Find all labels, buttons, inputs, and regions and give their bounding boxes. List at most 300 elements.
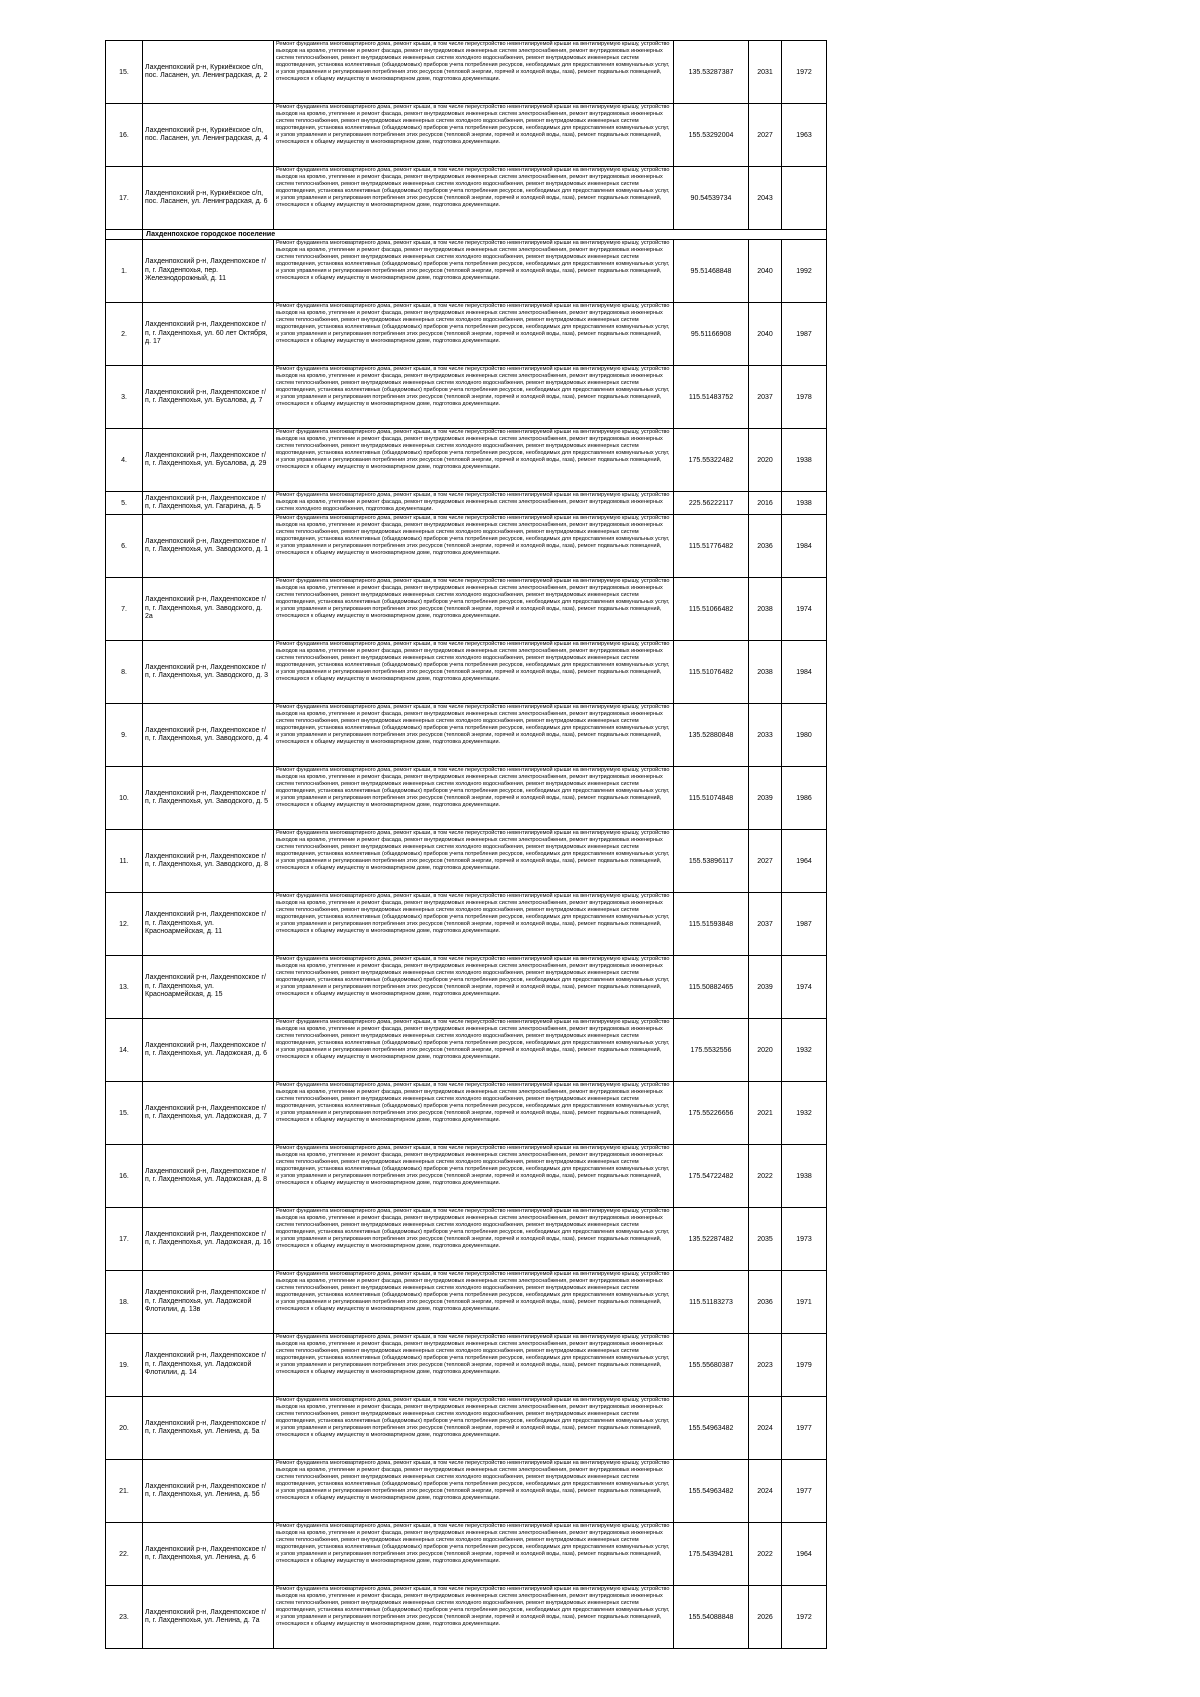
cell-year: 2024 [757, 1487, 773, 1495]
cell-cost: 115.51183273 [689, 1298, 733, 1306]
table-row [106, 1271, 827, 1334]
row-year [749, 303, 782, 366]
cell-built: 1986 [796, 794, 812, 802]
row-built-year [782, 240, 827, 303]
cell-year: 2021 [757, 1109, 773, 1117]
cell-works-text: Ремонт фундамента многоквартирного дома, ремонт крыши, в том числе переустройство невентилируемой крыши на вентилируемую крышу, устройство выходов на кровлю, утепление и ремонт фасада, ремонт внутридомовых инженерных систем электроснабжения, ремонт внутридомовых инженерных систем теплоснабжения, ремонт внутридомовых инженерных систем холодного водоснабжения, ремонт внутридомовых инженерных систем водоотведения, установка коллективных (общедомовых) приборов учета потребления ресурсов, необходимых для предоставления коммунальных услуг, и узлов управления и регулирования потребления этих ресурсов (тепловой энергии, горячей и холодной воды, газа), ремонт подвальных помещений, относящихся к общему имуществу в многоквартирном доме, подготовка документации. [276, 1271, 670, 1312]
row-built-year [782, 1334, 827, 1397]
row-number [106, 1586, 143, 1649]
row-cost [674, 704, 749, 767]
row-works [274, 893, 674, 956]
row-built-year [782, 578, 827, 641]
row-works [274, 366, 674, 429]
cell-cost: 135.53287387 [688, 68, 734, 76]
cell-built: 1938 [796, 1172, 812, 1180]
row-address [143, 641, 274, 704]
row-year [749, 830, 782, 893]
table-row [106, 429, 827, 492]
row-address [143, 1019, 274, 1082]
row-works [274, 515, 674, 578]
cell-num: 15. [119, 1109, 129, 1117]
row-cost [674, 240, 749, 303]
cell-cost: 155.53896117 [688, 857, 734, 865]
table-row [106, 704, 827, 767]
section-num-cell [106, 230, 143, 240]
cell-works-text: Ремонт фундамента многоквартирного дома, ремонт крыши, в том числе переустройство невентилируемой крыши на вентилируемую крышу, устройство выходов на кровлю, утепление и ремонт фасада, ремонт внутридомовых инженерных систем электроснабжения, ремонт внутридомовых инженерных систем теплоснабжения, ремонт внутридомовых инженерных систем холодного водоснабжения, ремонт внутридомовых инженерных систем водоотведения, установка коллективных (общедомовых) приборов учета потребления ресурсов, необходимых для предоставления коммунальных услуг, и узлов управления и регулирования потребления этих ресурсов (тепловой энергии, горячей и холодной воды, газа), ремонт подвальных помещений, относящихся к общему имуществу в многоквартирном доме, подготовка документации. [276, 1586, 670, 1627]
cell-num: 2. [121, 330, 127, 338]
row-built-year [782, 1271, 827, 1334]
row-address [143, 366, 274, 429]
cell-address: Лахденпохский р-н, Лахденпохское г/п, г. Лахденпохья, пер. Железнодорожный, д. 11 [145, 258, 266, 283]
row-address [143, 830, 274, 893]
row-number [106, 104, 143, 167]
row-cost [674, 1019, 749, 1082]
cell-built: 1938 [796, 499, 812, 507]
cell-built: 1977 [796, 1424, 812, 1432]
row-cost [674, 303, 749, 366]
row-cost [674, 893, 749, 956]
cell-address: Лахденпохский р-н, Лахденпохское г/п, г. Лахденпохья, ул. Красноармейская, д. 15 [145, 974, 266, 999]
cell-works-text: Ремонт фундамента многоквартирного дома, ремонт крыши, в том числе переустройство невентилируемой крыши на вентилируемую крышу, устройство выходов на кровлю, утепление и ремонт фасада, ремонт внутридомовых инженерных систем электроснабжения, ремонт внутридомовых инженерных систем теплоснабжения, ремонт внутридомовых инженерных систем холодного водоснабжения, ремонт внутридомовых инженерных систем водоотведения, установка коллективных (общедомовых) приборов учета потребления ресурсов, необходимых для предоставления коммунальных услуг, и узлов управления и регулирования потребления этих ресурсов (тепловой энергии, горячей и холодной воды, газа), ремонт подвальных помещений, относящихся к общему имуществу в многоквартирном доме, подготовка документации. [276, 1082, 670, 1123]
cell-year: 2036 [757, 542, 773, 550]
section-header-body [106, 230, 827, 240]
cell-address: Лахденпохский р-н, Лахденпохское г/п, г. Лахденпохья, ул. Ленина, д. 5а [145, 1419, 266, 1435]
cell-year: 2023 [757, 1361, 773, 1369]
cell-built: 1973 [796, 1235, 812, 1243]
row-address [143, 240, 274, 303]
row-cost [674, 429, 749, 492]
row-works [274, 167, 674, 230]
cell-works-text: Ремонт фундамента многоквартирного дома, ремонт крыши, в том числе переустройство невентилируемой крыши на вентилируемую крышу, устройство выходов на кровлю, утепление и ремонт фасада, ремонт внутридомовых инженерных систем электроснабжения, ремонт внутридомовых инженерных систем теплоснабжения, ремонт внутридомовых инженерных систем холодного водоснабжения, ремонт внутридомовых инженерных систем водоотведения, установка коллективных (общедомовых) приборов учета потребления ресурсов, необходимых для предоставления коммунальных услуг, и узлов управления и регулирования потребления этих ресурсов (тепловой энергии, горячей и холодной воды, газа), ремонт подвальных помещений, относящихся к общему имуществу в многоквартирном доме, подготовка документации. [276, 1397, 670, 1438]
cell-cost: 175.54394281 [688, 1550, 734, 1558]
table-row [106, 492, 827, 515]
row-cost [674, 366, 749, 429]
row-number [106, 1019, 143, 1082]
row-works [274, 1082, 674, 1145]
row-address [143, 1460, 274, 1523]
cell-built: 1972 [796, 1613, 812, 1621]
table-row [106, 1460, 827, 1523]
row-year [749, 366, 782, 429]
cell-built: 1971 [796, 1298, 812, 1306]
row-cost [674, 1586, 749, 1649]
cell-works-text: Ремонт фундамента многоквартирного дома, ремонт крыши, в том числе переустройство невентилируемой крыши на вентилируемую крышу, устройство выходов на кровлю, утепление и ремонт фасада, ремонт внутридомовых инженерных систем электроснабжения, ремонт внутридомовых инженерных систем теплоснабжения, ремонт внутридомовых инженерных систем холодного водоснабжения, ремонт внутридомовых инженерных систем водоотведения, установка коллективных (общедомовых) приборов учета потребления ресурсов, необходимых для предоставления коммунальных услуг, и узлов управления и регулирования потребления этих ресурсов (тепловой энергии, горячей и холодной воды, газа), ремонт подвальных помещений, относящихся к общему имуществу в многоквартирном доме, подготовка документации. [276, 767, 670, 808]
cell-address: Лахденпохский р-н, Лахденпохское г/п, г. Лахденпохья, ул. 60 лет Октября, д. 17 [145, 321, 268, 346]
row-year [749, 641, 782, 704]
cell-num: 17. [119, 194, 129, 202]
cell-num: 7. [121, 605, 127, 613]
cell-works-text: Ремонт фундамента многоквартирного дома, ремонт крыши, в том числе переустройство невентилируемой крыши на вентилируемую крышу, устройство выходов на кровлю, утепление и ремонт фасада, ремонт внутридомовых инженерных систем электроснабжения, ремонт внутридомовых инженерных систем холодного водоснабжения, подготовка документации. [276, 492, 670, 512]
row-address [143, 429, 274, 492]
row-year [749, 240, 782, 303]
cell-works-text: Ремонт фундамента многоквартирного дома, ремонт крыши, в том числе переустройство невентилируемой крыши на вентилируемую крышу, устройство выходов на кровлю, утепление и ремонт фасада, ремонт внутридомовых инженерных систем электроснабжения, ремонт внутридомовых инженерных систем теплоснабжения, ремонт внутридомовых инженерных систем холодного водоснабжения, ремонт внутридомовых инженерных систем водоотведения, установка коллективных (общедомовых) приборов учета потребления ресурсов, необходимых для предоставления коммунальных услуг, и узлов управления и регулирования потребления этих ресурсов (тепловой энергии, горячей и холодной воды, газа), ремонт подвальных помещений, относящихся к общему имуществу в многоквартирном доме, подготовка документации. [276, 830, 670, 871]
table-row [106, 578, 827, 641]
cell-cost: 175.54722482 [688, 1172, 734, 1180]
cell-built: 1972 [796, 68, 812, 76]
cell-num: 21. [119, 1487, 129, 1495]
cell-year: 2020 [757, 456, 773, 464]
cell-built: 1974 [796, 605, 812, 613]
cell-num: 15. [119, 68, 129, 76]
cell-year: 2027 [757, 857, 773, 865]
row-cost [674, 830, 749, 893]
cell-cost: 175.5532556 [690, 1046, 732, 1054]
row-address [143, 167, 274, 230]
cell-year: 2039 [757, 983, 773, 991]
cell-year: 2036 [757, 1298, 773, 1306]
table-row [106, 1145, 827, 1208]
cell-address: Лахденпохский р-н, Лахденпохское г/п, г. Лахденпохья, ул. Ладожская, д. 8 [145, 1167, 268, 1183]
cell-works-text: Ремонт фундамента многоквартирного дома, ремонт крыши, в том числе переустройство невентилируемой крыши на вентилируемую крышу, устройство выходов на кровлю, утепление и ремонт фасада, ремонт внутридомовых инженерных систем электроснабжения, ремонт внутридомовых инженерных систем теплоснабжения, ремонт внутридомовых инженерных систем холодного водоснабжения, ремонт внутридомовых инженерных систем водоотведения, установка коллективных (общедомовых) приборов учета потребления ресурсов, необходимых для предоставления коммунальных услуг, и узлов управления и регулирования потребления этих ресурсов (тепловой энергии, горячей и холодной воды, газа), ремонт подвальных помещений, относящихся к общему имуществу в многоквартирном доме, подготовка документации. [276, 641, 670, 682]
row-works [274, 1334, 674, 1397]
table-row [106, 303, 827, 366]
cell-works-text: Ремонт фундамента многоквартирного дома, ремонт крыши, в том числе переустройство невентилируемой крыши на вентилируемую крышу, устройство выходов на кровлю, утепление и ремонт фасада, ремонт внутридомовых инженерных систем электроснабжения, ремонт внутридомовых инженерных систем теплоснабжения, ремонт внутридомовых инженерных систем холодного водоснабжения, ремонт внутридомовых инженерных систем водоотведения, установка коллективных (общедомовых) приборов учета потребления ресурсов, необходимых для предоставления коммунальных услуг, и узлов управления и регулирования потребления этих ресурсов (тепловой энергии, горячей и холодной воды, газа), ремонт подвальных помещений, относящихся к общему имуществу в многоквартирном доме, подготовка документации. [276, 578, 670, 619]
row-year [749, 1523, 782, 1586]
cell-cost: 155.54963482 [688, 1487, 734, 1495]
row-address [143, 1271, 274, 1334]
row-cost [674, 578, 749, 641]
row-year [749, 492, 782, 515]
row-built-year [782, 1460, 827, 1523]
row-number [106, 240, 143, 303]
row-number [106, 1208, 143, 1271]
cell-works-text: Ремонт фундамента многоквартирного дома, ремонт крыши, в том числе переустройство невентилируемой крыши на вентилируемую крышу, устройство выходов на кровлю, утепление и ремонт фасада, ремонт внутридомовых инженерных систем электроснабжения, ремонт внутридомовых инженерных систем теплоснабжения, ремонт внутридомовых инженерных систем холодного водоснабжения, ремонт внутридомовых инженерных систем водоотведения, установка коллективных (общедомовых) приборов учета потребления ресурсов, необходимых для предоставления коммунальных услуг, и узлов управления и регулирования потребления этих ресурсов (тепловой энергии, горячей и холодной воды, газа), ремонт подвальных помещений, относящихся к общему имуществу в многоквартирном доме, подготовка документации. [276, 1523, 670, 1564]
table-row [106, 893, 827, 956]
table-body-top [106, 41, 827, 230]
cell-cost: 95.51166908 [690, 330, 732, 338]
row-built-year [782, 830, 827, 893]
cell-works-text: Ремонт фундамента многоквартирного дома, ремонт крыши, в том числе переустройство невентилируемой крыши на вентилируемую крышу, устройство выходов на кровлю, утепление и ремонт фасада, ремонт внутридомовых инженерных систем электроснабжения, ремонт внутридомовых инженерных систем теплоснабжения, ремонт внутридомовых инженерных систем холодного водоснабжения, ремонт внутридомовых инженерных систем водоотведения, установка коллективных (общедомовых) приборов учета потребления ресурсов, необходимых для предоставления коммунальных услуг, и узлов управления и регулирования потребления этих ресурсов (тепловой энергии, горячей и холодной воды, газа), ремонт подвальных помещений, относящихся к общему имуществу в многоквартирном доме, подготовка документации. [276, 956, 670, 997]
cell-address: Лахденпохский р-н, Лахденпохское г/п, г. Лахденпохья, ул. Заводского, д. 1 [145, 537, 269, 553]
section-title: Лахденпохское городское поселение [143, 230, 827, 240]
row-address [143, 515, 274, 578]
row-year [749, 1208, 782, 1271]
cell-year: 2031 [757, 68, 773, 76]
row-cost [674, 41, 749, 104]
row-year [749, 704, 782, 767]
cell-address: Лахденпохский р-н, Лахденпохское г/п, г. Лахденпохья, ул. Заводского, д. 5 [145, 789, 269, 805]
table-row [106, 1586, 827, 1649]
cell-year: 2026 [757, 1613, 773, 1621]
row-works [274, 830, 674, 893]
row-address [143, 1145, 274, 1208]
row-year [749, 578, 782, 641]
row-year [749, 429, 782, 492]
row-number [106, 1397, 143, 1460]
row-works [274, 1523, 674, 1586]
row-address [143, 893, 274, 956]
table-row [106, 956, 827, 1019]
row-year [749, 767, 782, 830]
cell-works-text: Ремонт фундамента многоквартирного дома, ремонт крыши, в том числе переустройство невентилируемой крыши на вентилируемую крышу, устройство выходов на кровлю, утепление и ремонт фасада, ремонт внутридомовых инженерных систем электроснабжения, ремонт внутридомовых инженерных систем теплоснабжения, ремонт внутридомовых инженерных систем холодного водоснабжения, ремонт внутридомовых инженерных систем водоотведения, установка коллективных (общедомовых) приборов учета потребления ресурсов, необходимых для предоставления коммунальных услуг, и узлов управления и регулирования потребления этих ресурсов (тепловой энергии, горячей и холодной воды, газа), ремонт подвальных помещений, относящихся к общему имуществу в многоквартирном доме, подготовка документации. [276, 303, 670, 344]
row-works [274, 956, 674, 1019]
row-cost [674, 167, 749, 230]
cell-address: Лахденпохский р-н, Лахденпохское г/п, г. Лахденпохья, ул. Ленина, д. 5б [145, 1482, 266, 1498]
cell-num: 3. [121, 393, 127, 401]
cell-cost: 175.55226656 [688, 1109, 734, 1117]
cell-year: 2016 [757, 499, 773, 507]
cell-works-text: Ремонт фундамента многоквартирного дома, ремонт крыши, в том числе переустройство невентилируемой крыши на вентилируемую крышу, устройство выходов на кровлю, утепление и ремонт фасада, ремонт внутридомовых инженерных систем электроснабжения, ремонт внутридомовых инженерных систем теплоснабжения, ремонт внутридомовых инженерных систем холодного водоснабжения, ремонт внутридомовых инженерных систем водоотведения, установка коллективных (общедомовых) приборов учета потребления ресурсов, необходимых для предоставления коммунальных услуг, и узлов управления и регулирования потребления этих ресурсов (тепловой энергии, горячей и холодной воды, газа), ремонт подвальных помещений, относящихся к общему имуществу в многоквартирном доме, подготовка документации. [276, 515, 670, 556]
cell-num: 20. [119, 1424, 129, 1432]
table-row [106, 240, 827, 303]
row-address [143, 1586, 274, 1649]
cell-num: 23. [119, 1613, 129, 1621]
table-row [106, 1208, 827, 1271]
row-address [143, 578, 274, 641]
row-address [143, 41, 274, 104]
row-built-year [782, 429, 827, 492]
table-row [106, 366, 827, 429]
row-works [274, 641, 674, 704]
row-cost [674, 641, 749, 704]
cell-built: 1974 [796, 983, 812, 991]
row-year [749, 515, 782, 578]
capital-repair-table [105, 40, 827, 1649]
table-row [106, 767, 827, 830]
cell-address: Лахденпохский р-н, Лахденпохское г/п, г. Лахденпохья, ул. Ладожской Флотилии, д. 14 [145, 1352, 266, 1377]
row-built-year [782, 366, 827, 429]
cell-num: 13. [119, 983, 129, 991]
cell-built: 1964 [796, 1550, 812, 1558]
cell-works-text: Ремонт фундамента многоквартирного дома, ремонт крыши, в том числе переустройство невентилируемой крыши на вентилируемую крышу, устройство выходов на кровлю, утепление и ремонт фасада, ремонт внутридомовых инженерных систем электроснабжения, ремонт внутридомовых инженерных систем теплоснабжения, ремонт внутридомовых инженерных систем холодного водоснабжения, ремонт внутридомовых инженерных систем водоотведения, установка коллективных (общедомовых) приборов учета потребления ресурсов, необходимых для предоставления коммунальных услуг, и узлов управления и регулирования потребления этих ресурсов (тепловой энергии, горячей и холодной воды, газа), ремонт подвальных помещений, относящихся к общему имуществу в многоквартирном доме, подготовка документации. [276, 240, 670, 281]
row-built-year [782, 515, 827, 578]
row-works [274, 767, 674, 830]
cell-address: Лахденпохский р-н, Лахденпохское г/п, г. Лахденпохья, ул. Ладожская, д. 16 [145, 1230, 271, 1246]
cell-cost: 90.54539734 [690, 194, 732, 202]
row-cost [674, 1397, 749, 1460]
cell-num: 11. [119, 857, 129, 865]
row-address [143, 492, 274, 515]
row-built-year [782, 104, 827, 167]
row-works [274, 704, 674, 767]
table-row [106, 104, 827, 167]
cell-built: 1987 [796, 920, 812, 928]
row-built-year [782, 1523, 827, 1586]
cell-address: Лахденпохский р-н, Куркиёкское с/п, пос. Ласанен, ул. Ленинградская, д. 4 [145, 126, 268, 142]
row-built-year [782, 167, 827, 230]
cell-cost: 225.56222117 [688, 499, 734, 507]
cell-built: 1984 [796, 668, 812, 676]
cell-address: Лахденпохский р-н, Лахденпохское г/п, г. Лахденпохья, ул. Ладожская, д. 7 [145, 1104, 268, 1120]
row-built-year [782, 641, 827, 704]
cell-num: 18. [119, 1298, 129, 1306]
cell-num: 6. [121, 542, 127, 550]
cell-num: 10. [119, 794, 129, 802]
cell-built: 1978 [796, 393, 812, 401]
row-address [143, 1208, 274, 1271]
row-number [106, 1460, 143, 1523]
cell-works-text: Ремонт фундамента многоквартирного дома, ремонт крыши, в том числе переустройство невентилируемой крыши на вентилируемую крышу, устройство выходов на кровлю, утепление и ремонт фасада, ремонт внутридомовых инженерных систем электроснабжения, ремонт внутридомовых инженерных систем теплоснабжения, ремонт внутридомовых инженерных систем холодного водоснабжения, ремонт внутридомовых инженерных систем водоотведения, установка коллективных (общедомовых) приборов учета потребления ресурсов, необходимых для предоставления коммунальных услуг, и узлов управления и регулирования потребления этих ресурсов (тепловой энергии, горячей и холодной воды, газа), ремонт подвальных помещений, относящихся к общему имуществу в многоквартирном доме, подготовка документации. [276, 704, 670, 745]
row-number [106, 515, 143, 578]
row-works [274, 492, 674, 515]
cell-works-text: Ремонт фундамента многоквартирного дома, ремонт крыши, в том числе переустройство невентилируемой крыши на вентилируемую крышу, устройство выходов на кровлю, утепление и ремонт фасада, ремонт внутридомовых инженерных систем электроснабжения, ремонт внутридомовых инженерных систем теплоснабжения, ремонт внутридомовых инженерных систем холодного водоснабжения, ремонт внутридомовых инженерных систем водоотведения, установка коллективных (общедомовых) приборов учета потребления ресурсов, необходимых для предоставления коммунальных услуг, и узлов управления и регулирования потребления этих ресурсов (тепловой энергии, горячей и холодной воды, газа), ремонт подвальных помещений, относящихся к общему имуществу в многоквартирном доме, подготовка документации. [276, 41, 670, 82]
cell-address: Лахденпохский р-н, Лахденпохское г/п, г. Лахденпохья, ул. Ладожская, д. 6 [145, 1041, 268, 1057]
cell-works-text: Ремонт фундамента многоквартирного дома, ремонт крыши, в том числе переустройство невентилируемой крыши на вентилируемую крышу, устройство выходов на кровлю, утепление и ремонт фасада, ремонт внутридомовых инженерных систем электроснабжения, ремонт внутридомовых инженерных систем теплоснабжения, ремонт внутридомовых инженерных систем холодного водоснабжения, ремонт внутридомовых инженерных систем водоотведения, установка коллективных (общедомовых) приборов учета потребления ресурсов, необходимых для предоставления коммунальных услуг, и узлов управления и регулирования потребления этих ресурсов (тепловой энергии, горячей и холодной воды, газа), ремонт подвальных помещений, относящихся к общему имуществу в многоквартирном доме, подготовка документации. [276, 104, 670, 145]
row-number [106, 1145, 143, 1208]
cell-works-text: Ремонт фундамента многоквартирного дома, ремонт крыши, в том числе переустройство невентилируемой крыши на вентилируемую крышу, устройство выходов на кровлю, утепление и ремонт фасада, ремонт внутридомовых инженерных систем электроснабжения, ремонт внутридомовых инженерных систем теплоснабжения, ремонт внутридомовых инженерных систем холодного водоснабжения, ремонт внутридомовых инженерных систем водоотведения, установка коллективных (общедомовых) приборов учета потребления ресурсов, необходимых для предоставления коммунальных услуг, и узлов управления и регулирования потребления этих ресурсов (тепловой энергии, горячей и холодной воды, газа), ремонт подвальных помещений, относящихся к общему имуществу в многоквартирном доме, подготовка документации. [276, 1208, 670, 1249]
row-number [106, 1271, 143, 1334]
table-row [106, 1397, 827, 1460]
table-row [106, 1019, 827, 1082]
cell-built: 1987 [796, 330, 812, 338]
section-header-row [106, 230, 827, 240]
cell-year: 2040 [757, 267, 773, 275]
cell-cost: 155.53292004 [688, 131, 734, 139]
row-number [106, 956, 143, 1019]
row-year [749, 1334, 782, 1397]
row-number [106, 1523, 143, 1586]
cell-built: 1964 [796, 857, 812, 865]
cell-cost: 175.55322482 [688, 456, 734, 464]
row-works [274, 1586, 674, 1649]
row-year [749, 893, 782, 956]
cell-address: Лахденпохский р-н, Лахденпохское г/п, г. Лахденпохья, ул. Бусалова, д. 7 [145, 388, 266, 404]
cell-year: 2035 [757, 1235, 773, 1243]
cell-address: Лахденпохский р-н, Лахденпохское г/п, г. Лахденпохья, ул. Заводского, д. 3 [145, 663, 269, 679]
cell-cost: 135.52880848 [688, 731, 734, 739]
cell-works-text: Ремонт фундамента многоквартирного дома, ремонт крыши, в том числе переустройство невентилируемой крыши на вентилируемую крышу, устройство выходов на кровлю, утепление и ремонт фасада, ремонт внутридомовых инженерных систем электроснабжения, ремонт внутридомовых инженерных систем теплоснабжения, ремонт внутридомовых инженерных систем холодного водоснабжения, ремонт внутридомовых инженерных систем водоотведения, установка коллективных (общедомовых) приборов учета потребления ресурсов, необходимых для предоставления коммунальных услуг, и узлов управления и регулирования потребления этих ресурсов (тепловой энергии, горячей и холодной воды, газа), ремонт подвальных помещений, относящихся к общему имуществу в многоквартирном доме, подготовка документации. [276, 429, 670, 470]
row-built-year [782, 41, 827, 104]
row-built-year [782, 1082, 827, 1145]
row-address [143, 1082, 274, 1145]
cell-cost: 115.51076482 [688, 668, 734, 676]
row-address [143, 104, 274, 167]
cell-cost: 155.54963482 [688, 1424, 734, 1432]
table-row [106, 641, 827, 704]
row-works [274, 1397, 674, 1460]
row-number [106, 641, 143, 704]
row-built-year [782, 1397, 827, 1460]
row-number [106, 767, 143, 830]
cell-address: Лахденпохский р-н, Лахденпохское г/п, г. Лахденпохья, ул. Заводского, д. 8 [145, 852, 269, 868]
row-cost [674, 1460, 749, 1523]
row-built-year [782, 704, 827, 767]
row-cost [674, 767, 749, 830]
row-number [106, 1082, 143, 1145]
cell-year: 2043 [757, 194, 773, 202]
table-row [106, 41, 827, 104]
cell-num: 16. [119, 131, 129, 139]
table-row [106, 167, 827, 230]
row-number [106, 704, 143, 767]
cell-address: Лахденпохский р-н, Лахденпохское г/п, г. Лахденпохья, ул. Ладожской Флотилии, д. 13в [145, 1289, 266, 1314]
row-address [143, 956, 274, 1019]
row-cost [674, 492, 749, 515]
cell-year: 2037 [757, 920, 773, 928]
cell-num: 1. [121, 267, 127, 275]
cell-built: 1932 [796, 1109, 812, 1117]
cell-address: Лахденпохский р-н, Лахденпохское г/п, г. Лахденпохья, ул. Красноармейская, д. 11 [145, 911, 266, 936]
cell-year: 2020 [757, 1046, 773, 1054]
row-year [749, 167, 782, 230]
row-year [749, 1397, 782, 1460]
row-number [106, 366, 143, 429]
row-address [143, 704, 274, 767]
cell-year: 2038 [757, 605, 773, 613]
cell-works-text: Ремонт фундамента многоквартирного дома, ремонт крыши, в том числе переустройство невентилируемой крыши на вентилируемую крышу, устройство выходов на кровлю, утепление и ремонт фасада, ремонт внутридомовых инженерных систем электроснабжения, ремонт внутридомовых инженерных систем теплоснабжения, ремонт внутридомовых инженерных систем холодного водоснабжения, ремонт внутридомовых инженерных систем водоотведения, установка коллективных (общедомовых) приборов учета потребления ресурсов, необходимых для предоставления коммунальных услуг, и узлов управления и регулирования потребления этих ресурсов (тепловой энергии, горячей и холодной воды, газа), ремонт подвальных помещений, относящихся к общему имуществу в многоквартирном доме, подготовка документации. [276, 893, 670, 934]
cell-year: 2040 [757, 330, 773, 338]
table-row [106, 1334, 827, 1397]
cell-cost: 95.51468848 [690, 267, 732, 275]
row-cost [674, 1271, 749, 1334]
cell-year: 2033 [757, 731, 773, 739]
cell-address: Лахденпохский р-н, Лахденпохское г/п, г. Лахденпохья, ул. Гагарина, д. 5 [145, 494, 266, 510]
cell-cost: 115.50882465 [688, 983, 734, 991]
row-cost [674, 1523, 749, 1586]
cell-year: 2039 [757, 794, 773, 802]
row-works [274, 1271, 674, 1334]
row-works [274, 578, 674, 641]
table-body-main [106, 240, 827, 1649]
cell-num: 16. [119, 1172, 129, 1180]
cell-works-text: Ремонт фундамента многоквартирного дома, ремонт крыши, в том числе переустройство невентилируемой крыши на вентилируемую крышу, устройство выходов на кровлю, утепление и ремонт фасада, ремонт внутридомовых инженерных систем электроснабжения, ремонт внутридомовых инженерных систем теплоснабжения, ремонт внутридомовых инженерных систем холодного водоснабжения, ремонт внутридомовых инженерных систем водоотведения, установка коллективных (общедомовых) приборов учета потребления ресурсов, необходимых для предоставления коммунальных услуг, и узлов управления и регулирования потребления этих ресурсов (тепловой энергии, горячей и холодной воды, газа), ремонт подвальных помещений, относящихся к общему имуществу в многоквартирном доме, подготовка документации. [276, 1145, 670, 1186]
cell-num: 22. [119, 1550, 129, 1558]
table-row [106, 1523, 827, 1586]
cell-year: 2037 [757, 393, 773, 401]
cell-address: Лахденпохский р-н, Куркиёкское с/п, пос. Ласанен, ул. Ленинградская, д. 2 [145, 63, 268, 79]
row-number [106, 830, 143, 893]
cell-cost: 115.51066482 [688, 605, 734, 613]
row-works [274, 1019, 674, 1082]
cell-year: 2022 [757, 1172, 773, 1180]
row-address [143, 1397, 274, 1460]
row-works [274, 1208, 674, 1271]
row-built-year [782, 1586, 827, 1649]
cell-built: 1980 [796, 731, 812, 739]
row-built-year [782, 956, 827, 1019]
row-year [749, 1145, 782, 1208]
row-cost [674, 1208, 749, 1271]
row-year [749, 1082, 782, 1145]
cell-address: Лахденпохский р-н, Лахденпохское г/п, г. Лахденпохья, ул. Ленина, д. 7а [145, 1608, 266, 1624]
cell-num: 12. [119, 920, 129, 928]
row-works [274, 41, 674, 104]
cell-num: 19. [119, 1361, 129, 1369]
row-cost [674, 956, 749, 1019]
cell-address: Лахденпохский р-н, Лахденпохское г/п, г. Лахденпохья, ул. Заводского, д. 2а [145, 596, 266, 621]
cell-year: 2022 [757, 1550, 773, 1558]
cell-num: 5. [121, 499, 127, 507]
row-number [106, 429, 143, 492]
cell-built: 1977 [796, 1487, 812, 1495]
row-built-year [782, 303, 827, 366]
row-built-year [782, 1208, 827, 1271]
row-address [143, 767, 274, 830]
row-built-year [782, 492, 827, 515]
row-year [749, 1271, 782, 1334]
cell-num: 14. [119, 1046, 129, 1054]
cell-cost: 135.52287482 [688, 1235, 734, 1243]
cell-cost: 115.51483752 [688, 393, 734, 401]
cell-works-text: Ремонт фундамента многоквартирного дома, ремонт крыши, в том числе переустройство невентилируемой крыши на вентилируемую крышу, устройство выходов на кровлю, утепление и ремонт фасада, ремонт внутридомовых инженерных систем электроснабжения, ремонт внутридомовых инженерных систем теплоснабжения, ремонт внутридомовых инженерных систем холодного водоснабжения, ремонт внутридомовых инженерных систем водоотведения, установка коллективных (общедомовых) приборов учета потребления ресурсов, необходимых для предоставления коммунальных услуг, и узлов управления и регулирования потребления этих ресурсов (тепловой энергии, горячей и холодной воды, газа), ремонт подвальных помещений, относящихся к общему имуществу в многоквартирном доме, подготовка документации. [276, 1019, 670, 1060]
cell-num: 8. [121, 668, 127, 676]
row-address [143, 1334, 274, 1397]
row-year [749, 41, 782, 104]
cell-num: 9. [121, 731, 127, 739]
cell-cost: 155.54088848 [688, 1613, 734, 1621]
cell-year: 2024 [757, 1424, 773, 1432]
row-works [274, 303, 674, 366]
cell-num: 4. [121, 456, 127, 464]
cell-built: 1979 [796, 1361, 812, 1369]
table-row [106, 1082, 827, 1145]
cell-num: 17. [119, 1235, 129, 1243]
row-year [749, 104, 782, 167]
cell-address: Лахденпохский р-н, Лахденпохское г/п, г. Лахденпохья, ул. Заводского, д. 4 [145, 726, 269, 742]
cell-cost: 115.51776482 [688, 542, 734, 550]
row-year [749, 1460, 782, 1523]
row-year [749, 956, 782, 1019]
